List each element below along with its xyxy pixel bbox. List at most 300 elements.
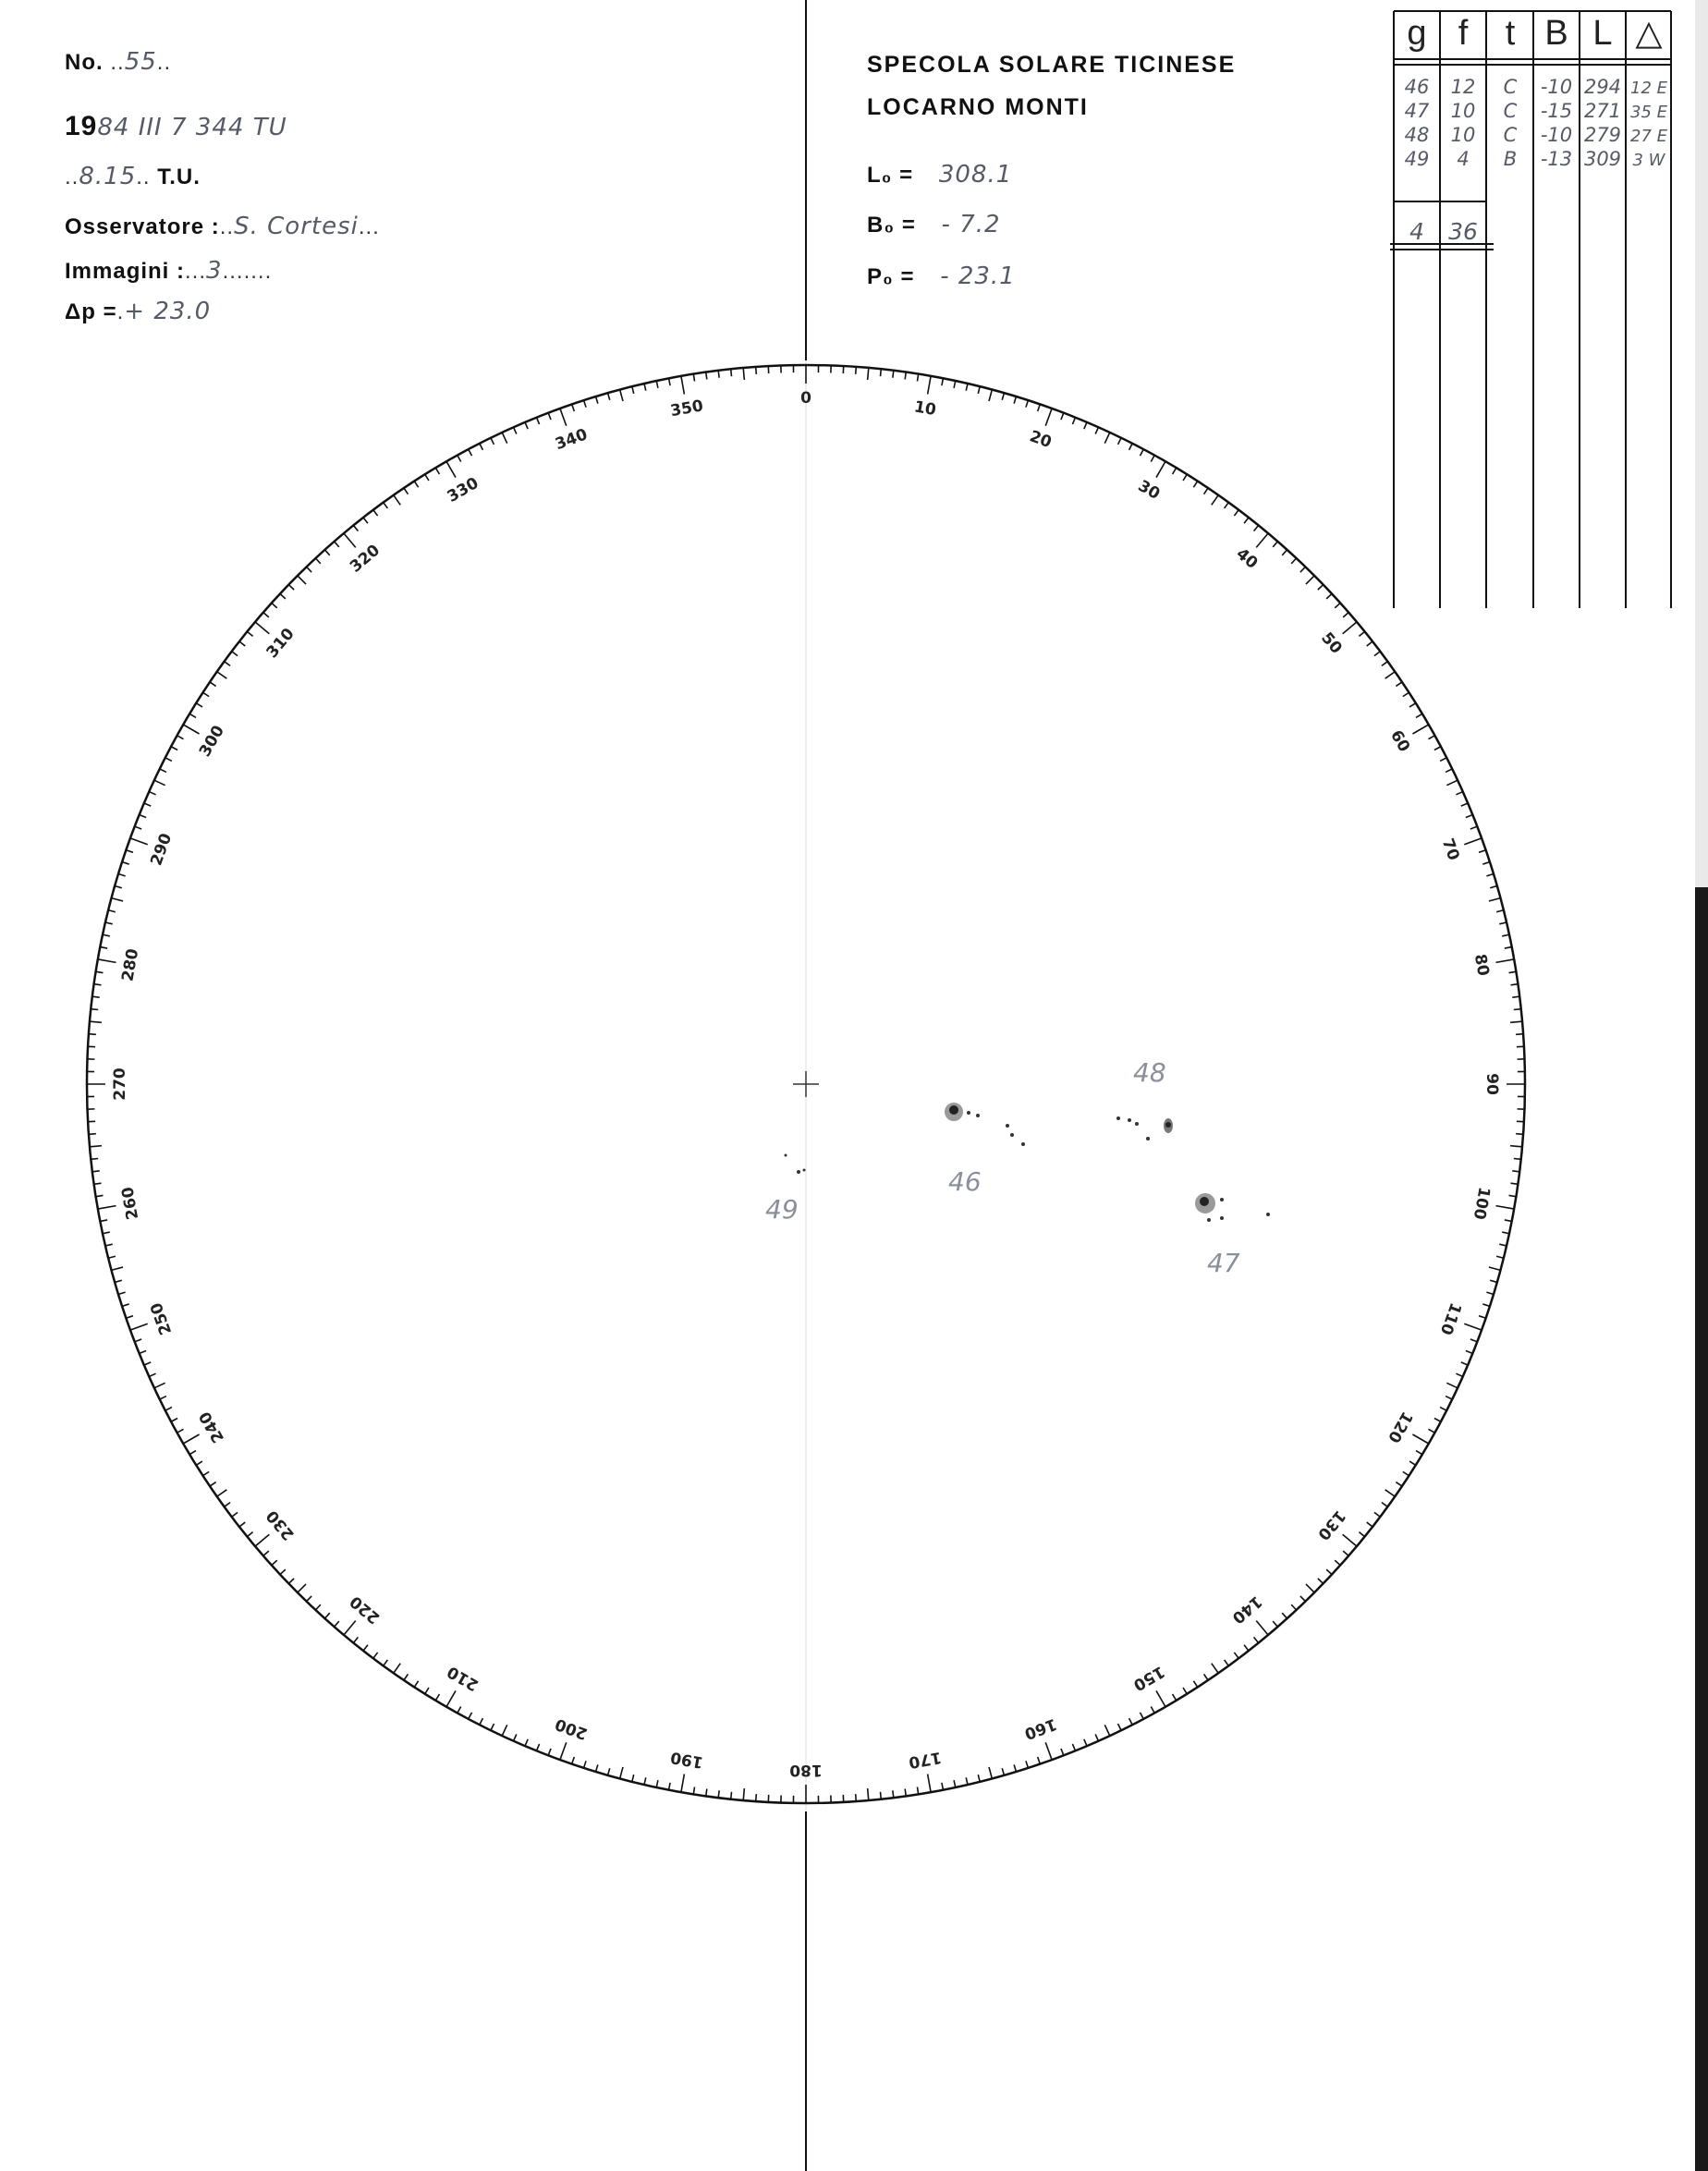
table-header-t: t: [1505, 14, 1516, 53]
scale-tick: [1300, 1596, 1306, 1602]
scale-tick: [1343, 1551, 1348, 1555]
param-b0-label: B₀ =: [867, 213, 916, 238]
scale-tick: [1479, 1316, 1486, 1319]
scale-tick: [217, 672, 227, 678]
scale-label-280: 280: [118, 946, 143, 983]
group-label-48: 48: [1133, 1057, 1166, 1088]
scale-tick: [344, 1621, 356, 1635]
scale-tick: [189, 714, 196, 717]
scale-tick: [1486, 874, 1494, 876]
scale-tick: [491, 1724, 494, 1730]
param-p0-value: - 23.1: [940, 262, 1016, 290]
scale-tick: [1434, 747, 1441, 750]
institution-name: SPECOLA SOLARE TICINESE: [867, 52, 1237, 78]
scale-tick: [196, 703, 202, 707]
scale-label-320: 320: [347, 541, 384, 577]
sunspot-group-49: [785, 1154, 806, 1175]
scale-tick: [1479, 850, 1486, 853]
scale-tick: [130, 838, 148, 845]
scale-tick: [1509, 1195, 1517, 1196]
scale-tick: [1026, 1761, 1028, 1768]
table-cell-f: 10: [1450, 124, 1476, 146]
scale-tick: [1225, 1660, 1229, 1665]
scale-tick: [502, 1725, 506, 1736]
scale-tick: [96, 1195, 104, 1196]
scale-tick: [596, 1764, 598, 1772]
scale-tick: [1428, 1429, 1434, 1433]
scale-label-40: 40: [1232, 544, 1262, 573]
scale-label-270: 270: [111, 1067, 129, 1101]
scale-label-80: 80: [1470, 952, 1493, 978]
year-prefix: 19: [65, 111, 98, 141]
scale-tick: [1470, 826, 1477, 829]
table-cell-b: -15: [1540, 100, 1573, 122]
sunspot-pore: [1146, 1137, 1150, 1140]
scale-tick: [105, 922, 113, 924]
scale-tick: [263, 1551, 269, 1555]
table-cell-delta: 3 W: [1632, 151, 1665, 170]
scale-tick: [1104, 1725, 1109, 1736]
scale-tick: [1510, 1021, 1522, 1022]
param-l0-label: L₀ =: [867, 163, 914, 188]
scale-tick: [1514, 1158, 1521, 1159]
scale-tick: [1440, 758, 1446, 762]
scale-label-30: 30: [1134, 476, 1164, 504]
scale-tick: [1072, 1744, 1075, 1750]
scale-tick: [118, 1292, 126, 1294]
observation-time: ..8.15.. T.U.: [65, 163, 201, 190]
record-number-value: 55: [124, 48, 157, 76]
scale-tick: [681, 1774, 684, 1792]
scale-tick: [1470, 1339, 1477, 1342]
scale-label-0: 0: [800, 389, 811, 408]
scale-tick: [225, 1503, 230, 1507]
scale-tick: [1466, 815, 1472, 818]
table-cell-l: 279: [1583, 124, 1622, 146]
scale-tick: [1118, 1724, 1122, 1730]
scale-tick: [135, 1339, 141, 1342]
scale-tick: [91, 1009, 98, 1010]
scale-label-170: 170: [907, 1747, 944, 1772]
scale-tick: [90, 1021, 102, 1022]
sunspot-pore: [1128, 1118, 1131, 1122]
sunspot-pore: [1116, 1116, 1120, 1120]
scale-label-70: 70: [1437, 835, 1463, 863]
institution-location: LOCARNO MONTI: [867, 94, 1089, 120]
scale-tick: [1440, 1408, 1446, 1411]
scale-tick: [89, 1134, 96, 1135]
scale-tick: [572, 1757, 575, 1764]
scale-tick: [584, 1761, 586, 1768]
sunspot-group-48: [1116, 1116, 1173, 1140]
scale-tick: [203, 692, 210, 696]
scale-tick: [183, 1434, 199, 1444]
param-l0-value: 308.1: [938, 161, 1013, 189]
scale-tick: [1156, 1690, 1165, 1706]
scale-tick: [183, 725, 199, 734]
scale-tick: [373, 1653, 378, 1658]
scale-tick: [1326, 1569, 1332, 1574]
scale-tick: [112, 1267, 124, 1270]
scale-tick: [1512, 996, 1519, 997]
scale-tick: [140, 1350, 146, 1353]
scale-tick: [1129, 1718, 1133, 1725]
scale-tick: [1495, 959, 1514, 962]
scale-label-60: 60: [1386, 726, 1414, 756]
scale-tick: [126, 1316, 133, 1319]
table-cell-f: 4: [1457, 148, 1470, 170]
scale-tick: [177, 1429, 184, 1433]
sunspot-pore: [1220, 1198, 1224, 1201]
scale-label-50: 50: [1317, 628, 1346, 658]
scale-tick: [1499, 922, 1507, 924]
param-b0-value: - 7.2: [941, 211, 1001, 238]
scale-tick: [1412, 725, 1428, 734]
scale-label-140: 140: [1227, 1592, 1265, 1628]
scale-tick: [298, 1584, 306, 1592]
scale-tick: [480, 1718, 483, 1725]
scale-tick: [1510, 1146, 1522, 1147]
scale-tick: [315, 1604, 320, 1610]
table-cell-t: C: [1503, 76, 1518, 98]
scale-tick: [1482, 862, 1490, 864]
scale-tick: [1434, 1418, 1441, 1421]
table-cell-g: 48: [1404, 124, 1430, 146]
scale-tick: [108, 1256, 116, 1258]
table-cell-b: -10: [1540, 76, 1573, 98]
scale-label-220: 220: [347, 1592, 384, 1628]
scale-tick: [1396, 1482, 1402, 1486]
sunspot-pore: [1207, 1218, 1211, 1222]
scale-tick: [232, 652, 238, 656]
scale-tick: [893, 1790, 894, 1798]
sunspot-pore: [967, 1111, 970, 1115]
observer-value: S. Cortesi: [234, 213, 359, 240]
scale-tick: [1416, 714, 1422, 717]
group-label-46: 46: [948, 1166, 982, 1197]
scale-tick: [189, 1451, 196, 1455]
scale-tick: [1193, 1681, 1197, 1688]
observer-label: Osservatore :: [65, 214, 220, 239]
scale-tick: [108, 910, 116, 912]
scale-tick: [324, 1613, 329, 1618]
scale-tick: [144, 803, 151, 806]
scale-tick: [122, 1304, 129, 1306]
scale-tick: [335, 1621, 339, 1627]
scale-tick: [307, 1596, 312, 1602]
sunspot-pore: [976, 1114, 980, 1117]
scale-tick: [1456, 792, 1462, 795]
scale-tick: [928, 1774, 931, 1792]
scale-tick: [1396, 682, 1402, 686]
scale-tick: [130, 1323, 148, 1330]
scale-tick: [115, 1280, 122, 1282]
sunspot-umbra: [1165, 1122, 1171, 1128]
scale-tick: [140, 815, 146, 818]
scale-label-160: 160: [1021, 1714, 1059, 1743]
scale-tick: [1335, 1560, 1340, 1565]
time-value: 8.15: [79, 163, 137, 190]
scale-tick: [669, 1783, 671, 1790]
scale-tick: [115, 886, 122, 888]
table-cell-l: 294: [1583, 76, 1622, 98]
scale-tick: [1183, 1688, 1187, 1694]
scale-tick: [225, 662, 230, 666]
scale-tick: [1489, 1267, 1501, 1270]
scale-label-210: 210: [444, 1662, 482, 1695]
scale-label-290: 290: [147, 831, 177, 869]
scale-tick: [394, 1664, 400, 1674]
table-cell-delta: 27 E: [1630, 127, 1667, 146]
scale-tick: [1151, 1706, 1154, 1713]
scale-tick: [978, 1775, 980, 1782]
scale-tick: [165, 1408, 172, 1411]
scale-tick: [1409, 1461, 1416, 1465]
record-number-label: No.: [65, 50, 104, 75]
scale-tick: [384, 1660, 388, 1665]
scale-tick: [1385, 672, 1396, 678]
sunspot-pore: [785, 1154, 787, 1157]
scale-tick: [954, 1780, 956, 1787]
scale-tick: [1002, 1768, 1004, 1775]
scale-tick: [1306, 1584, 1314, 1592]
group-table-rows: [1405, 76, 1668, 170]
scale-tick: [154, 780, 165, 785]
scale-label-240: 240: [195, 1408, 228, 1446]
table-cell-g: 47: [1404, 100, 1430, 122]
scale-tick: [288, 1579, 294, 1584]
scale-label-350: 350: [668, 396, 705, 421]
scale-tick: [656, 1780, 658, 1787]
scale-tick: [1403, 1471, 1409, 1475]
sunspot-pore: [1135, 1122, 1139, 1126]
scale-tick: [1382, 662, 1387, 666]
scale-tick: [1511, 1183, 1519, 1184]
table-cell-t: B: [1503, 148, 1518, 170]
scale-tick: [1446, 1397, 1452, 1400]
scale-label-120: 120: [1384, 1408, 1417, 1446]
table-cell-f: 10: [1450, 100, 1476, 122]
scale-label-230: 230: [262, 1506, 299, 1543]
scale-tick: [1502, 1232, 1509, 1234]
scale-label-310: 310: [262, 625, 299, 663]
scale-label-340: 340: [553, 425, 591, 455]
scale-tick: [1516, 1134, 1523, 1135]
scale-tick: [1516, 1034, 1523, 1035]
scale-tick: [210, 682, 216, 686]
scale-label-190: 190: [668, 1747, 705, 1772]
scale-tick: [966, 1777, 968, 1785]
scale-tick: [96, 971, 104, 972]
table-header-f: f: [1458, 14, 1469, 53]
scale-tick: [1385, 1490, 1396, 1496]
scale-tick: [112, 898, 124, 901]
images-value: 3: [206, 257, 223, 285]
table-cell-f: 12: [1450, 76, 1476, 98]
scale-tick: [196, 1461, 202, 1465]
scale-tick: [1428, 736, 1434, 739]
table-cell-delta: 35 E: [1630, 103, 1667, 122]
scale-tick: [126, 850, 133, 853]
group-label-47: 47: [1207, 1248, 1240, 1278]
scale-tick: [91, 1158, 98, 1159]
scale-tick: [1502, 934, 1509, 936]
scale-tick: [255, 1534, 269, 1546]
table-cell-l: 309: [1583, 148, 1622, 170]
delta-p-label: Δp =: [65, 299, 117, 324]
scale-tick: [1244, 1645, 1249, 1651]
sunspot-pore: [1006, 1124, 1009, 1128]
table-cell-b: -13: [1540, 148, 1573, 170]
table-cell-g: 49: [1404, 148, 1430, 170]
table-header-delta: △: [1635, 14, 1663, 53]
table-cell-g: 46: [1404, 76, 1430, 98]
scale-label-10: 10: [912, 397, 938, 421]
sunspot-umbra: [1200, 1197, 1209, 1206]
scale-tick: [1367, 1522, 1372, 1527]
scale-tick: [1466, 1350, 1472, 1353]
scale-tick: [1409, 703, 1416, 707]
scale-tick: [1273, 1621, 1277, 1627]
scale-tick: [1490, 886, 1497, 888]
scale-tick: [435, 1694, 439, 1701]
scale-tick: [105, 1244, 113, 1246]
scale-tick: [1496, 910, 1504, 912]
scale-tick: [1464, 838, 1482, 845]
scale-label-250: 250: [147, 1299, 177, 1337]
images: Immagini :...3.......: [65, 257, 273, 285]
scale-tick: [154, 1383, 165, 1387]
scale-tick: [1061, 1749, 1064, 1755]
table-cell-b: -10: [1540, 124, 1573, 146]
scale-tick: [743, 1788, 744, 1800]
total-spots: 36: [1448, 218, 1478, 245]
sunspot-pore: [797, 1170, 800, 1174]
param-p0-label: P₀ =: [867, 264, 915, 289]
scale-tick: [94, 1183, 102, 1184]
sunspot-pore: [803, 1169, 806, 1172]
scale-tick: [560, 1742, 567, 1760]
table-header-b: B: [1544, 14, 1568, 53]
scale-tick: [1461, 1362, 1468, 1365]
scale-tick: [100, 947, 107, 949]
scale-tick: [171, 1418, 177, 1421]
scale-tick: [1499, 1244, 1507, 1246]
scale-tick: [165, 758, 172, 762]
date-value: 84 III 7 344 TU: [97, 114, 287, 141]
scale-tick: [620, 1767, 623, 1779]
scale-label-100: 100: [1469, 1185, 1494, 1222]
table-cell-delta: 12 E: [1630, 79, 1667, 98]
scale-tick: [1486, 1292, 1494, 1294]
scale-tick: [103, 1232, 110, 1234]
group-table-grid: [1390, 11, 1671, 608]
sunspot-pore: [1266, 1213, 1270, 1216]
scale-tick: [1140, 1713, 1143, 1719]
scale-tick: [103, 934, 110, 936]
scale-label-260: 260: [118, 1185, 143, 1222]
scale-tick: [905, 1789, 906, 1797]
delta-p: Δp =.+ 23.0: [65, 298, 212, 325]
scale-label-200: 200: [553, 1714, 591, 1743]
scale-tick: [1490, 1280, 1497, 1282]
scale-tick: [1505, 1220, 1512, 1222]
scale-tick: [1464, 1323, 1482, 1330]
scale-tick: [1318, 1579, 1324, 1584]
scale-tick: [144, 1362, 151, 1365]
scale-tick: [917, 1787, 918, 1795]
scale-tick: [1014, 1764, 1016, 1772]
scale-tick: [232, 1512, 238, 1517]
scale-tick: [644, 1777, 646, 1785]
scale-tick: [122, 862, 129, 864]
scale-tick: [1045, 1742, 1052, 1760]
total-groups: 4: [1409, 218, 1424, 245]
scale-tick: [1382, 1503, 1387, 1507]
sunspot-group-47: [1195, 1193, 1270, 1222]
scale-tick: [458, 1706, 461, 1713]
table-cell-l: 271: [1583, 100, 1622, 122]
images-label: Immagini :: [65, 259, 186, 284]
scale-tick: [1359, 1532, 1364, 1537]
scale-tick: [632, 1775, 634, 1782]
scale-tick: [177, 736, 184, 739]
scale-tick: [1173, 1694, 1177, 1701]
scale-tick: [160, 1397, 166, 1400]
scale-tick: [525, 1739, 528, 1746]
scale-tick: [1412, 1434, 1428, 1444]
scale-tick: [756, 1794, 757, 1801]
scale-tick: [98, 959, 116, 962]
sunspot-pore: [1010, 1133, 1014, 1137]
table-header-g: g: [1407, 14, 1427, 53]
scale-tick: [537, 1744, 540, 1750]
scale-tick: [1416, 1451, 1422, 1455]
delta-p-value: + 23.0: [124, 298, 212, 325]
scale-tick: [1511, 984, 1519, 985]
time-suffix: T.U.: [157, 165, 201, 189]
scale-tick: [1446, 769, 1452, 773]
scale-tick: [989, 1767, 992, 1779]
scale-tick: [92, 1171, 100, 1172]
scale-tick: [135, 826, 141, 829]
scale-tick: [608, 1768, 610, 1775]
scale-tick: [868, 1788, 869, 1800]
scale-tick: [149, 792, 155, 795]
scale-tick: [1254, 1637, 1259, 1642]
sunspot-umbra: [949, 1105, 958, 1115]
scale-tick: [1291, 1604, 1296, 1610]
scale-tick: [414, 1681, 418, 1688]
scale-tick: [203, 1471, 210, 1475]
scale-tick: [1038, 1757, 1041, 1764]
scale-tick: [171, 747, 177, 750]
scale-label-180: 180: [789, 1761, 823, 1779]
scale-tick: [1482, 1304, 1490, 1306]
scan-edge-strip: [1695, 0, 1708, 2171]
sunspot-pore: [1220, 1216, 1224, 1220]
scale-label-130: 130: [1313, 1506, 1349, 1543]
scale-tick: [1234, 1653, 1238, 1658]
scale-tick: [272, 1560, 277, 1565]
scale-label-150: 150: [1129, 1662, 1168, 1695]
scale-tick: [1495, 1206, 1514, 1209]
scale-tick: [469, 1713, 472, 1719]
scale-tick: [239, 1522, 245, 1527]
scale-tick: [1403, 692, 1409, 696]
scale-tick: [90, 1146, 102, 1147]
scale-tick: [1509, 971, 1517, 972]
